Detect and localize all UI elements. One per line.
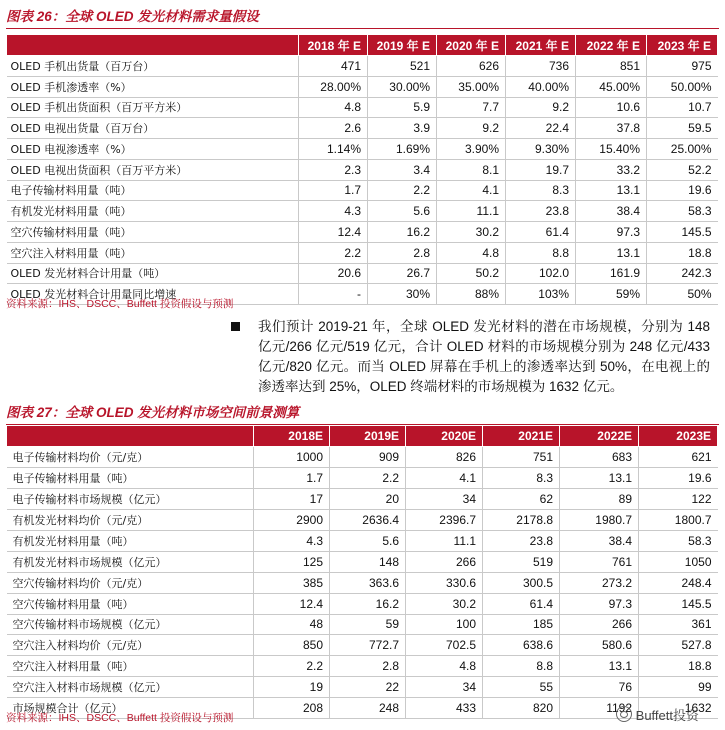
header-cell-year: 2023 年 E bbox=[647, 35, 718, 56]
table-cell: 2.2 bbox=[368, 180, 437, 201]
table-cell: 59 bbox=[330, 614, 406, 635]
analysis-paragraph bbox=[230, 317, 710, 397]
table-cell: 23.8 bbox=[506, 201, 576, 222]
row-label: OLED 手机渗透率（%） bbox=[7, 76, 299, 97]
table-row bbox=[7, 593, 718, 614]
row-label: OLED 电视出货量（百万台） bbox=[7, 118, 299, 139]
table-cell: 102.0 bbox=[506, 263, 576, 284]
table-cell: 527.8 bbox=[639, 635, 718, 656]
table-cell: 2.3 bbox=[299, 159, 368, 180]
table-cell: 300.5 bbox=[483, 572, 560, 593]
row-label: OLED 发光材料合计用量（吨） bbox=[7, 263, 299, 284]
table-cell: 19 bbox=[254, 677, 330, 698]
table-cell: 59.5 bbox=[647, 118, 718, 139]
table-cell: 826 bbox=[406, 447, 483, 468]
table-cell: 30.2 bbox=[406, 593, 483, 614]
table-cell: 3.90% bbox=[437, 139, 506, 160]
table-cell: 55 bbox=[483, 677, 560, 698]
table-cell: 122 bbox=[639, 488, 718, 509]
table-cell: 52.2 bbox=[647, 159, 718, 180]
table-cell: 5.6 bbox=[330, 530, 406, 551]
table-cell: 361 bbox=[639, 614, 718, 635]
table-cell: 1.14% bbox=[299, 139, 368, 160]
table-cell: 148 bbox=[330, 551, 406, 572]
table-cell: 97.3 bbox=[576, 222, 647, 243]
table-row bbox=[7, 201, 718, 222]
paragraph-text: 我们预计 2019-21 年，全球 OLED 发光材料的潜在市场规模，分别为 148 亿元/266 亿元/519 亿元，合计 OLED 材料的市场规模分别为 248 亿元/433 亿元/820 亿元。而当 OLED 屏幕在手机上的渗透率达到 50%，在电视上的渗透率达到 25%，OLED 终端材料的市场规模为 1632 亿元。 bbox=[258, 319, 710, 394]
row-label: 市场规模合计（亿元） bbox=[7, 698, 254, 719]
table-row bbox=[7, 222, 718, 243]
table-cell: 8.3 bbox=[506, 180, 576, 201]
table-cell: 34 bbox=[406, 677, 483, 698]
table-cell: 19.7 bbox=[506, 159, 576, 180]
header-cell-year: 2018E bbox=[254, 426, 330, 447]
header-cell-year: 2021 年 E bbox=[506, 35, 576, 56]
table-header-row bbox=[7, 35, 718, 56]
row-label: 空穴注入材料市场规模（亿元） bbox=[7, 677, 254, 698]
table-cell: 58.3 bbox=[647, 201, 718, 222]
table-cell: 34 bbox=[406, 488, 483, 509]
table-cell: 4.8 bbox=[299, 97, 368, 118]
table-cell: 38.4 bbox=[576, 201, 647, 222]
row-label: 有机发光材料用量（吨） bbox=[7, 201, 299, 222]
row-label: 空穴注入材料均价（元/克） bbox=[7, 635, 254, 656]
table-cell: 33.2 bbox=[576, 159, 647, 180]
table-cell: 12.4 bbox=[254, 593, 330, 614]
table-cell: 1050 bbox=[639, 551, 718, 572]
table-cell: 1.69% bbox=[368, 139, 437, 160]
row-label: 空穴传输材料用量（吨） bbox=[7, 593, 254, 614]
table-cell: 519 bbox=[483, 551, 560, 572]
table-cell: 11.1 bbox=[437, 201, 506, 222]
table-cell: 8.8 bbox=[506, 242, 576, 263]
table-cell: 17 bbox=[254, 488, 330, 509]
row-label: OLED 电视出货面积（百万平方米） bbox=[7, 159, 299, 180]
table-row bbox=[7, 447, 718, 468]
table-row bbox=[7, 551, 718, 572]
row-label: 空穴注入材料用量（吨） bbox=[7, 242, 299, 263]
table-cell: 26.7 bbox=[368, 263, 437, 284]
watermark-text: Buffett投资 bbox=[635, 707, 699, 723]
table-cell: 58.3 bbox=[639, 530, 718, 551]
table-cell: 103% bbox=[506, 284, 576, 305]
table-cell: 330.6 bbox=[406, 572, 483, 593]
table-cell: 1000 bbox=[254, 447, 330, 468]
table-cell: 161.9 bbox=[576, 263, 647, 284]
table-cell: 1.7 bbox=[299, 180, 368, 201]
table-cell: 9.30% bbox=[506, 139, 576, 160]
table-cell: 45.00% bbox=[576, 76, 647, 97]
table-cell: 13.1 bbox=[560, 656, 639, 677]
table-cell: 761 bbox=[560, 551, 639, 572]
figure-26-title: 图表 26：全球 OLED 发光材料需求量假设 bbox=[6, 6, 719, 29]
table-cell: 2178.8 bbox=[483, 509, 560, 530]
table-cell: 19.6 bbox=[639, 467, 718, 488]
table-cell: 2.8 bbox=[368, 242, 437, 263]
table-cell: 2.2 bbox=[299, 242, 368, 263]
table-cell: 9.2 bbox=[437, 118, 506, 139]
header-cell-label bbox=[7, 426, 254, 447]
figure-27-source: 资料来源：IHS、DSCC、Buffett 投资假设与预测 bbox=[6, 712, 234, 724]
oled-market-table bbox=[6, 425, 718, 719]
table-cell: 4.1 bbox=[437, 180, 506, 201]
table-cell: 621 bbox=[639, 447, 718, 468]
row-label: 空穴传输材料市场规模（亿元） bbox=[7, 614, 254, 635]
table-cell: 25.00% bbox=[647, 139, 718, 160]
table-cell: 30.00% bbox=[368, 76, 437, 97]
table-row bbox=[7, 530, 718, 551]
table-header-row bbox=[7, 426, 718, 447]
table-cell: 50.2 bbox=[437, 263, 506, 284]
table-cell: 37.8 bbox=[576, 118, 647, 139]
table-cell: 363.6 bbox=[330, 572, 406, 593]
table-cell: 8.3 bbox=[483, 467, 560, 488]
table-cell: 145.5 bbox=[647, 222, 718, 243]
table-cell: 10.6 bbox=[576, 97, 647, 118]
table-cell: 28.00% bbox=[299, 76, 368, 97]
table-cell: - bbox=[299, 284, 368, 305]
table-cell: 909 bbox=[330, 447, 406, 468]
header-cell-year: 2018 年 E bbox=[299, 35, 368, 56]
header-cell-year: 2020E bbox=[406, 426, 483, 447]
table-row bbox=[7, 159, 718, 180]
table-cell: 88% bbox=[437, 284, 506, 305]
table-row bbox=[7, 656, 718, 677]
row-label: 空穴传输材料用量（吨） bbox=[7, 222, 299, 243]
table-cell: 638.6 bbox=[483, 635, 560, 656]
table-cell: 433 bbox=[406, 698, 483, 719]
table-cell: 736 bbox=[506, 56, 576, 77]
table-cell: 16.2 bbox=[330, 593, 406, 614]
table-cell: 145.5 bbox=[639, 593, 718, 614]
row-label: 有机发光材料用量（吨） bbox=[7, 530, 254, 551]
table-cell: 1632 bbox=[639, 698, 718, 719]
figure-26-source: 资料来源：IHS、DSCC、Buffett 投资假设与预测 bbox=[6, 298, 234, 310]
table-cell: 7.7 bbox=[437, 97, 506, 118]
table-row bbox=[7, 263, 718, 284]
table-cell: 1800.7 bbox=[639, 509, 718, 530]
table-cell: 772.7 bbox=[330, 635, 406, 656]
table-cell: 248.4 bbox=[639, 572, 718, 593]
table-cell: 99 bbox=[639, 677, 718, 698]
table-cell: 76 bbox=[560, 677, 639, 698]
table-cell: 35.00% bbox=[437, 76, 506, 97]
table-cell: 4.3 bbox=[254, 530, 330, 551]
row-label: OLED 手机出货面积（百万平方米） bbox=[7, 97, 299, 118]
table-cell: 50% bbox=[647, 284, 718, 305]
table-cell: 5.9 bbox=[368, 97, 437, 118]
table-row bbox=[7, 139, 718, 160]
header-cell-year: 2022 年 E bbox=[576, 35, 647, 56]
table-row bbox=[7, 614, 718, 635]
table-row bbox=[7, 118, 718, 139]
table-cell: 683 bbox=[560, 447, 639, 468]
header-cell-year: 2021E bbox=[483, 426, 560, 447]
table-cell: 2.8 bbox=[330, 656, 406, 677]
table-cell: 20 bbox=[330, 488, 406, 509]
table-row bbox=[7, 509, 718, 530]
table-row bbox=[7, 242, 718, 263]
row-label: 空穴传输材料均价（元/克） bbox=[7, 572, 254, 593]
table-cell: 4.8 bbox=[406, 656, 483, 677]
table-cell: 8.8 bbox=[483, 656, 560, 677]
table-cell: 40.00% bbox=[506, 76, 576, 97]
table-row bbox=[7, 97, 718, 118]
table-cell: 12.4 bbox=[299, 222, 368, 243]
table-cell: 19.6 bbox=[647, 180, 718, 201]
row-label: OLED 电视渗透率（%） bbox=[7, 139, 299, 160]
table-cell: 2.6 bbox=[299, 118, 368, 139]
header-cell-year: 2022E bbox=[560, 426, 639, 447]
table-cell: 10.7 bbox=[647, 97, 718, 118]
table-cell: 4.8 bbox=[437, 242, 506, 263]
table-cell: 3.9 bbox=[368, 118, 437, 139]
table-row bbox=[7, 635, 718, 656]
table-cell: 61.4 bbox=[506, 222, 576, 243]
table-cell: 2900 bbox=[254, 509, 330, 530]
watermark bbox=[616, 704, 699, 724]
row-label: 有机发光材料均价（元/克） bbox=[7, 509, 254, 530]
row-label: 电子传输材料均价（元/克） bbox=[7, 447, 254, 468]
table-cell: 471 bbox=[299, 56, 368, 77]
table-row bbox=[7, 488, 718, 509]
table-cell: 2.2 bbox=[330, 467, 406, 488]
table-cell: 30% bbox=[368, 284, 437, 305]
table-cell: 3.4 bbox=[368, 159, 437, 180]
oled-demand-table bbox=[6, 34, 718, 305]
table-cell: 50.00% bbox=[647, 76, 718, 97]
wechat-icon bbox=[616, 706, 632, 722]
table-cell: 22 bbox=[330, 677, 406, 698]
table-cell: 580.6 bbox=[560, 635, 639, 656]
figure-27-title: 图表 27：全球 OLED 发光材料市场空间前景测算 bbox=[6, 402, 719, 425]
header-cell-year: 2023E bbox=[639, 426, 718, 447]
table-cell: 5.6 bbox=[368, 201, 437, 222]
table-cell: 1.7 bbox=[254, 467, 330, 488]
table-cell: 850 bbox=[254, 635, 330, 656]
table-cell: 48 bbox=[254, 614, 330, 635]
table-cell: 2396.7 bbox=[406, 509, 483, 530]
header-cell-year: 2019 年 E bbox=[368, 35, 437, 56]
table-cell: 1980.7 bbox=[560, 509, 639, 530]
table-cell: 242.3 bbox=[647, 263, 718, 284]
table-cell: 273.2 bbox=[560, 572, 639, 593]
table-cell: 59% bbox=[576, 284, 647, 305]
table-cell: 185 bbox=[483, 614, 560, 635]
table-cell: 851 bbox=[576, 56, 647, 77]
table-cell: 13.1 bbox=[576, 180, 647, 201]
row-label: 电子传输材料用量（吨） bbox=[7, 180, 299, 201]
table-cell: 385 bbox=[254, 572, 330, 593]
table-cell: 1192 bbox=[560, 698, 639, 719]
table-row bbox=[7, 56, 718, 77]
table-row bbox=[7, 76, 718, 97]
table-cell: 23.8 bbox=[483, 530, 560, 551]
table-cell: 4.1 bbox=[406, 467, 483, 488]
row-label: 空穴注入材料用量（吨） bbox=[7, 656, 254, 677]
table-cell: 97.3 bbox=[560, 593, 639, 614]
table-cell: 975 bbox=[647, 56, 718, 77]
row-label: OLED 发光材料合计用量同比增速 bbox=[7, 284, 299, 305]
table-cell: 626 bbox=[437, 56, 506, 77]
table-cell: 20.6 bbox=[299, 263, 368, 284]
row-label: 电子传输材料用量（吨） bbox=[7, 467, 254, 488]
table-cell: 15.40% bbox=[576, 139, 647, 160]
header-cell-year: 2019E bbox=[330, 426, 406, 447]
table-cell: 751 bbox=[483, 447, 560, 468]
table-cell: 125 bbox=[254, 551, 330, 572]
table-cell: 208 bbox=[254, 698, 330, 719]
table-cell: 62 bbox=[483, 488, 560, 509]
table-cell: 13.1 bbox=[560, 467, 639, 488]
table-cell: 13.1 bbox=[576, 242, 647, 263]
table-cell: 89 bbox=[560, 488, 639, 509]
table-row bbox=[7, 180, 718, 201]
table-cell: 2636.4 bbox=[330, 509, 406, 530]
table-cell: 100 bbox=[406, 614, 483, 635]
table-cell: 38.4 bbox=[560, 530, 639, 551]
row-label: 电子传输材料市场规模（亿元） bbox=[7, 488, 254, 509]
table-row bbox=[7, 467, 718, 488]
table-cell: 11.1 bbox=[406, 530, 483, 551]
table-cell: 820 bbox=[483, 698, 560, 719]
table-cell: 9.2 bbox=[506, 97, 576, 118]
table-cell: 266 bbox=[406, 551, 483, 572]
table-cell: 8.1 bbox=[437, 159, 506, 180]
table-cell: 30.2 bbox=[437, 222, 506, 243]
header-cell-label bbox=[7, 35, 299, 56]
table-cell: 4.3 bbox=[299, 201, 368, 222]
table-cell: 248 bbox=[330, 698, 406, 719]
row-label: OLED 手机出货量（百万台） bbox=[7, 56, 299, 77]
table-cell: 16.2 bbox=[368, 222, 437, 243]
table-row bbox=[7, 677, 718, 698]
table-row bbox=[7, 572, 718, 593]
table-cell: 61.4 bbox=[483, 593, 560, 614]
table-cell: 18.8 bbox=[647, 242, 718, 263]
row-label: 有机发光材料市场规模（亿元） bbox=[7, 551, 254, 572]
table-cell: 18.8 bbox=[639, 656, 718, 677]
table-cell: 702.5 bbox=[406, 635, 483, 656]
header-cell-year: 2020 年 E bbox=[437, 35, 506, 56]
table-cell: 22.4 bbox=[506, 118, 576, 139]
table-cell: 2.2 bbox=[254, 656, 330, 677]
table-cell: 521 bbox=[368, 56, 437, 77]
table-cell: 266 bbox=[560, 614, 639, 635]
